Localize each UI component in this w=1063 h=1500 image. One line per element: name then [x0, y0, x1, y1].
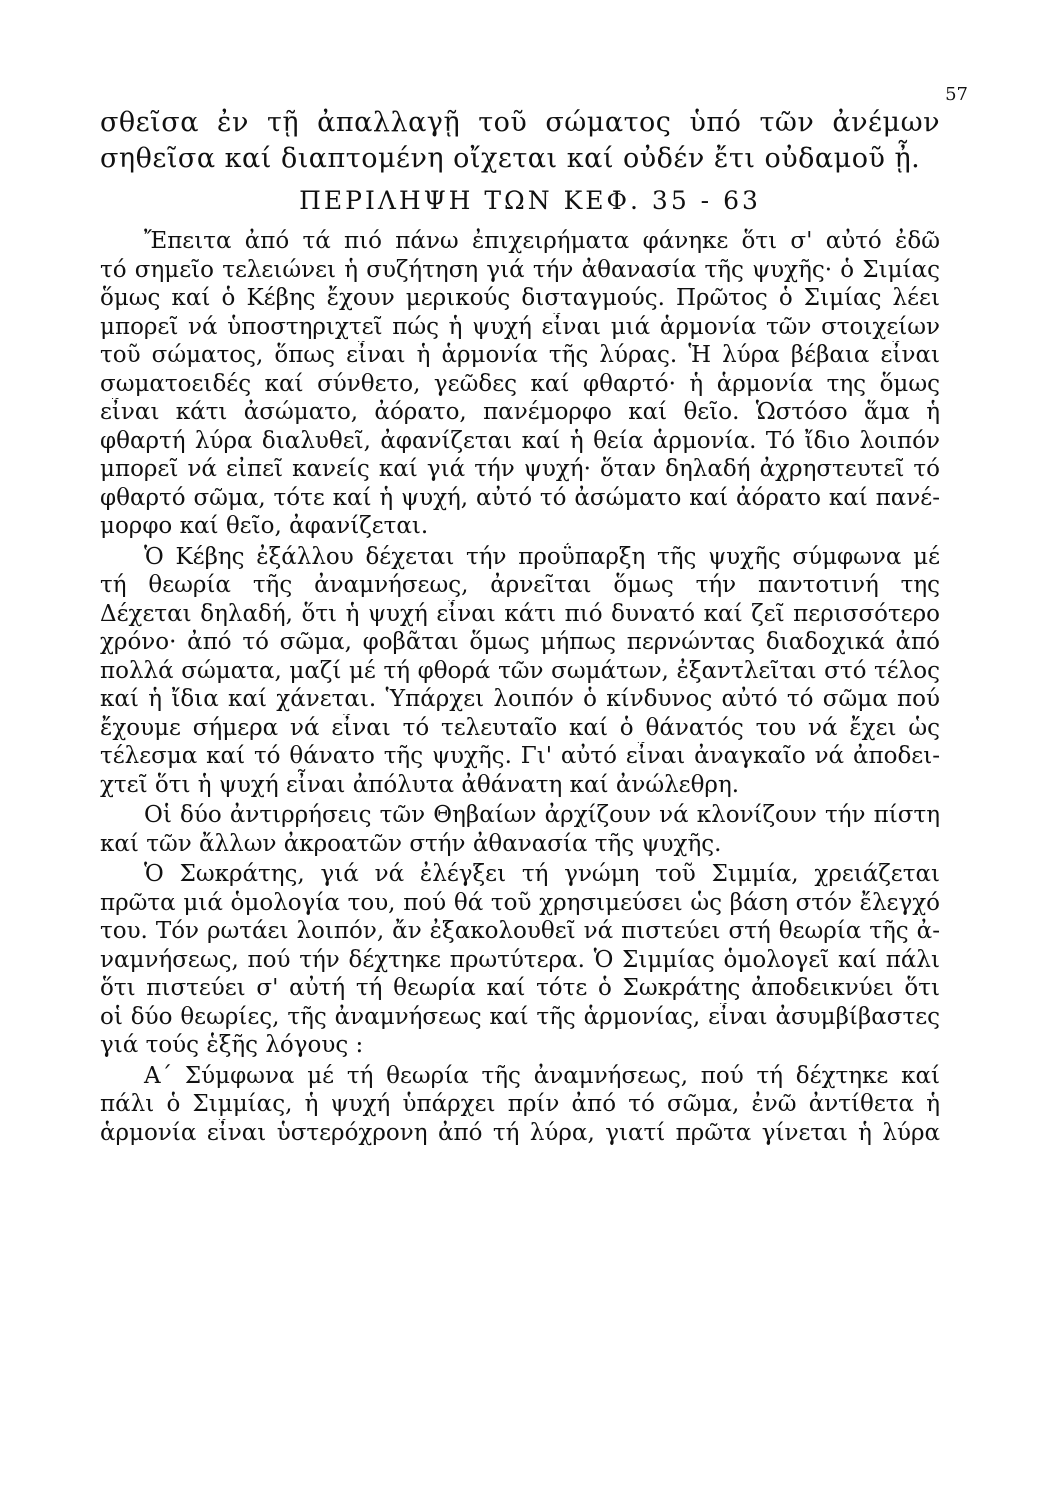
text-line: τή θεωρία τῆς ἀναμνήσεως, ἀρνεῖται ὅμως τήν παντοτινή της [100, 572, 940, 598]
text-block [100, 105, 940, 1147]
text-line: φθαρτό σῶμα, τότε καί ἡ ψυχή, αὐτό τό ἀσώματο καί ἀόρατο καί πανέ- [100, 484, 940, 511]
text-line: ἁρμονία εἶναι ὑστερόχρονη ἀπό τή λύρα, γιατί πρῶτα γίνεται ἡ λύρα [100, 1119, 940, 1146]
opening-paragraph [100, 105, 940, 177]
text-line: Α΄ Σύμφωνα μέ τή θεωρία τῆς ἀναμνήσεως, πού τή δέχτηκε καί [144, 1062, 940, 1089]
text-line: φθαρτή λύρα διαλυθεῖ, ἀφανίζεται καί ἡ θεία ἁρμονία. Τό ἴδιο λοιπόν [100, 427, 940, 454]
text-line: καί τῶν ἄλλων ἀκροατῶν στήν ἀθανασία τῆς ψυχῆς. [100, 830, 722, 857]
section-heading: ΠΕΡΙΛΗΨΗ ΤΩΝ ΚΕΦ. 35 - 63 [299, 186, 761, 215]
text-line: Ὁ Σωκράτης, γιά νά ἐλέγξει τή γνώμη τοῦ Σιμμία, χρειάζεται [144, 861, 940, 887]
text-line: μπορεῖ νά ὑποστηριχτεῖ πώς ἡ ψυχή εἶναι μιά ἁρμονία τῶν στοιχείων [100, 313, 940, 340]
paragraph-3 [100, 801, 940, 858]
text-line: του. Τόν ρωτάει λοιπόν, ἄν ἐξακολουθεῖ νά πιστεύει στή θεωρία τῆς ἀ- [100, 918, 940, 944]
text-line: τοῦ σώματος, ὅπως εἶναι ἡ ἁρμονία τῆς λύρας. Ἡ λύρα βέβαια εἶναι [100, 342, 940, 368]
text-line: εἶναι κάτι ἀσώματο, ἀόρατο, πανέμορφο καί θεῖο. Ὡστόσο ἅμα ἡ [100, 399, 940, 425]
text-line: μορφο καί θεῖο, ἀφανίζεται. [100, 513, 429, 539]
text-line: Οἱ δύο ἀντιρρήσεις τῶν Θηβαίων ἀρχίζουν νά κλονίζουν τήν πίστη [144, 802, 940, 828]
text-line: σθεῖσα ἐν τῇ ἀπαλλαγῇ τοῦ σώματος ὑπό τῶν ἀνέμων [100, 107, 940, 138]
page-number: 57 [945, 84, 968, 105]
paragraph-5 [100, 1062, 940, 1148]
text-line: ὅμως καί ὁ Κέβης ἔχουν μερικούς δισταγμούς. Πρῶτος ὁ Σιμίας λέει [100, 285, 940, 311]
text-line: πολλά σώματα, μαζί μέ τή φθορά τῶν σωμάτων, ἐξαντλεῖται στό τέλος [100, 657, 940, 684]
text-line: χρόνο· ἀπό τό σῶμα, φοβᾶται ὅμως μήπως περνώντας διαδοχικά ἀπό [100, 629, 940, 655]
text-line: οἱ δύο θεωρίες, τῆς ἀναμνήσεως καί τῆς ἁρμονίας, εἶναι ἀσυμβίβαστες [100, 1003, 940, 1030]
text-line: ὅτι πιστεύει σ' αὐτή τή θεωρία καί τότε ὁ Σωκράτης ἀποδεικνύει ὅτι [100, 975, 940, 1001]
text-line: σηθεῖσα καί διαπτομένη οἴχεται καί οὐδέν ἔτι οὐδαμοῦ ᾖ. [100, 143, 921, 174]
text-line: ἔχουμε σήμερα νά εἶναι τό τελευταῖο καί ὁ θάνατός του νά ἔχει ὡς [100, 714, 940, 741]
text-line: πάλι ὁ Σιμμίας, ἡ ψυχή ὑπάρχει πρίν ἀπό τό σῶμα, ἐνῶ ἀντίθετα ἡ [100, 1091, 940, 1117]
text-line: χτεῖ ὅτι ἡ ψυχή εἶναι ἀπόλυτα ἀθάνατη καί ἀνώλεθρη. [100, 771, 740, 798]
text-line: τό σημεῖο τελειώνει ἡ συζήτηση γιά τήν ἀθανασία τῆς ψυχῆς· ὁ Σιμίας [100, 256, 940, 283]
text-line: τέλεσμα καί τό θάνατο τῆς ψυχῆς. Γι' αὐτό εἶναι ἀναγκαῖο νά ἀποδει- [100, 743, 940, 769]
text-line: Ὁ Κέβης ἐξάλλου δέχεται τήν προΰπαρξη τῆς ψυχῆς σύμφωνα μέ [144, 543, 940, 570]
text-line: καί ἡ ἴδια καί χάνεται. Ὑπάρχει λοιπόν ὁ κίνδυνος αὐτό τό σῶμα πού [100, 686, 940, 712]
text-line: Ἔπειτα ἀπό τά πιό πάνω ἐπιχειρήματα φάνηκε ὅτι σ' αὐτό ἐδῶ [144, 228, 940, 254]
text-line: ναμνήσεως, πού τήν δέχτηκε πρωτύτερα. Ὁ Σιμμίας ὁμολογεῖ καί πάλι [100, 946, 940, 973]
paragraph-2 [100, 543, 940, 800]
text-line: γιά τούς ἑξῆς λόγους : [100, 1032, 364, 1058]
text-line: σωματοειδές καί σύνθετο, γεῶδες καί φθαρτό· ἡ ἁρμονία της ὅμως [100, 370, 940, 397]
text-line: Δέχεται δηλαδή, ὅτι ἡ ψυχή εἶναι κάτι πιό δυνατό καί ζεῖ περισσότερο [100, 600, 940, 627]
text-line: μπορεῖ νά εἰπεῖ κανείς καί γιά τήν ψυχή· ὅταν δηλαδή ἀχρηστευτεῖ τό [100, 456, 940, 482]
paragraph-1 [100, 227, 940, 541]
text-line: πρῶτα μιά ὁμολογία του, πού θά τοῦ χρησιμεύσει ὡς βάση στόν ἔλεγχό [100, 889, 940, 916]
paragraph-4 [100, 860, 940, 1060]
